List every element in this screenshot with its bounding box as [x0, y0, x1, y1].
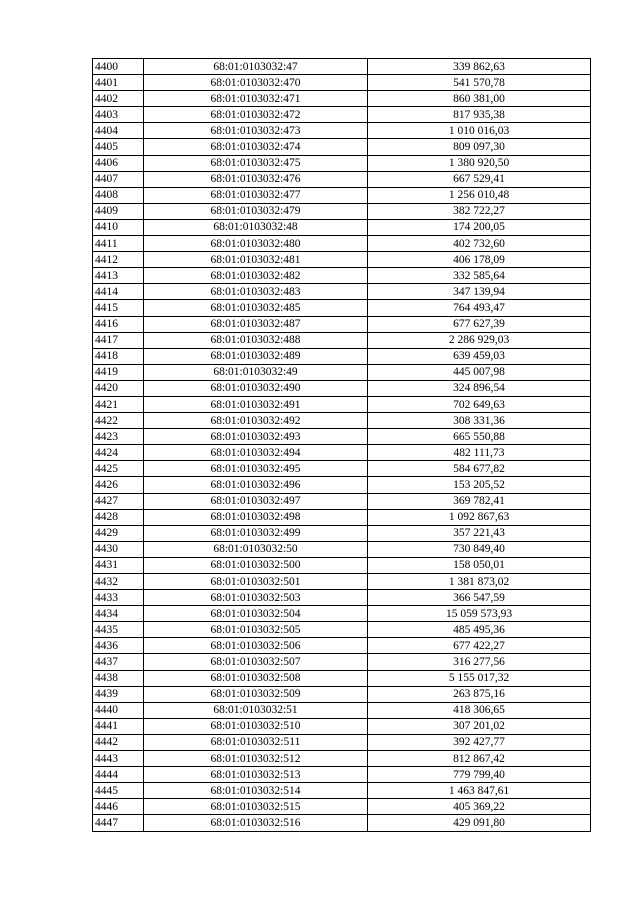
row-number-cell: 4427 [93, 493, 144, 509]
row-number-cell: 4438 [93, 670, 144, 686]
cadastral-value-cell: 809 097,30 [368, 139, 591, 155]
row-number-cell: 4400 [93, 59, 144, 75]
row-number-cell: 4415 [93, 300, 144, 316]
row-number-cell: 4414 [93, 284, 144, 300]
row-number-cell: 4429 [93, 525, 144, 541]
cadastral-value-cell: 392 427,77 [368, 734, 591, 750]
table-row [93, 541, 591, 557]
cadastral-value-cell: 485 495,36 [368, 622, 591, 638]
table-row [93, 155, 591, 171]
cadastral-number-cell: 68:01:0103032:480 [144, 236, 368, 252]
row-number-cell: 4443 [93, 751, 144, 767]
table-row [93, 91, 591, 107]
row-number-cell: 4424 [93, 445, 144, 461]
table-row [93, 574, 591, 590]
cadastral-number-cell: 68:01:0103032:497 [144, 493, 368, 509]
table-row [93, 59, 591, 75]
table-row [93, 348, 591, 364]
cadastral-value-cell: 1 010 016,03 [368, 123, 591, 139]
row-number-cell: 4426 [93, 477, 144, 493]
table-row [93, 187, 591, 203]
cadastral-number-cell: 68:01:0103032:475 [144, 155, 368, 171]
cadastral-number-cell: 68:01:0103032:506 [144, 638, 368, 654]
cadastral-value-cell: 332 585,64 [368, 268, 591, 284]
row-number-cell: 4435 [93, 622, 144, 638]
table-row [93, 622, 591, 638]
table-row [93, 718, 591, 734]
cadastral-value-cell: 418 306,65 [368, 702, 591, 718]
cadastral-value-cell: 153 205,52 [368, 477, 591, 493]
cadastral-value-cell: 316 277,56 [368, 654, 591, 670]
cadastral-value-cell: 324 896,54 [368, 380, 591, 396]
cadastral-number-cell: 68:01:0103032:472 [144, 107, 368, 123]
table-row [93, 606, 591, 622]
table-row [93, 734, 591, 750]
table-row [93, 654, 591, 670]
table-row [93, 75, 591, 91]
cadastral-value-cell: 482 111,73 [368, 445, 591, 461]
table-row [93, 413, 591, 429]
row-number-cell: 4446 [93, 799, 144, 815]
cadastral-value-cell: 347 139,94 [368, 284, 591, 300]
table-row [93, 396, 591, 412]
cadastral-number-cell: 68:01:0103032:47 [144, 59, 368, 75]
cadastral-number-cell: 68:01:0103032:508 [144, 670, 368, 686]
row-number-cell: 4428 [93, 509, 144, 525]
cadastral-number-cell: 68:01:0103032:48 [144, 219, 368, 235]
table-row [93, 461, 591, 477]
cadastral-value-cell: 366 547,59 [368, 590, 591, 606]
table-row [93, 252, 591, 268]
cadastral-value-cell: 174 200,05 [368, 219, 591, 235]
cadastral-number-cell: 68:01:0103032:499 [144, 525, 368, 541]
cadastral-number-cell: 68:01:0103032:473 [144, 123, 368, 139]
row-number-cell: 4405 [93, 139, 144, 155]
cadastral-value-cell: 817 935,38 [368, 107, 591, 123]
cadastral-number-cell: 68:01:0103032:479 [144, 203, 368, 219]
row-number-cell: 4411 [93, 236, 144, 252]
cadastral-number-cell: 68:01:0103032:504 [144, 606, 368, 622]
row-number-cell: 4423 [93, 429, 144, 445]
table-row [93, 236, 591, 252]
cadastral-number-cell: 68:01:0103032:491 [144, 396, 368, 412]
row-number-cell: 4442 [93, 734, 144, 750]
table-row [93, 525, 591, 541]
cadastral-value-table [92, 58, 591, 832]
row-number-cell: 4432 [93, 574, 144, 590]
table-row [93, 767, 591, 783]
cadastral-number-cell: 68:01:0103032:493 [144, 429, 368, 445]
table-body [93, 59, 591, 832]
table-row [93, 107, 591, 123]
table-row [93, 815, 591, 831]
cadastral-number-cell: 68:01:0103032:511 [144, 734, 368, 750]
row-number-cell: 4445 [93, 783, 144, 799]
cadastral-value-cell: 812 867,42 [368, 751, 591, 767]
cadastral-number-cell: 68:01:0103032:483 [144, 284, 368, 300]
row-number-cell: 4403 [93, 107, 144, 123]
cadastral-value-cell: 429 091,80 [368, 815, 591, 831]
row-number-cell: 4408 [93, 187, 144, 203]
cadastral-value-cell: 158 050,01 [368, 557, 591, 573]
cadastral-value-cell: 1 092 867,63 [368, 509, 591, 525]
table-row [93, 557, 591, 573]
row-number-cell: 4422 [93, 413, 144, 429]
cadastral-number-cell: 68:01:0103032:494 [144, 445, 368, 461]
row-number-cell: 4441 [93, 718, 144, 734]
row-number-cell: 4402 [93, 91, 144, 107]
cadastral-number-cell: 68:01:0103032:507 [144, 654, 368, 670]
table-row [93, 364, 591, 380]
cadastral-number-cell: 68:01:0103032:498 [144, 509, 368, 525]
cadastral-value-cell: 860 381,00 [368, 91, 591, 107]
cadastral-value-cell: 779 799,40 [368, 767, 591, 783]
row-number-cell: 4437 [93, 654, 144, 670]
row-number-cell: 4404 [93, 123, 144, 139]
cadastral-value-cell: 702 649,63 [368, 396, 591, 412]
cadastral-number-cell: 68:01:0103032:496 [144, 477, 368, 493]
row-number-cell: 4401 [93, 75, 144, 91]
cadastral-number-cell: 68:01:0103032:49 [144, 364, 368, 380]
table-row [93, 332, 591, 348]
cadastral-number-cell: 68:01:0103032:471 [144, 91, 368, 107]
table-row [93, 380, 591, 396]
cadastral-number-cell: 68:01:0103032:485 [144, 300, 368, 316]
cadastral-number-cell: 68:01:0103032:512 [144, 751, 368, 767]
cadastral-number-cell: 68:01:0103032:51 [144, 702, 368, 718]
table-row [93, 590, 591, 606]
cadastral-value-cell: 584 677,82 [368, 461, 591, 477]
cadastral-number-cell: 68:01:0103032:492 [144, 413, 368, 429]
cadastral-number-cell: 68:01:0103032:510 [144, 718, 368, 734]
table-row [93, 509, 591, 525]
row-number-cell: 4433 [93, 590, 144, 606]
row-number-cell: 4447 [93, 815, 144, 831]
cadastral-value-cell: 541 570,78 [368, 75, 591, 91]
cadastral-value-cell: 667 529,41 [368, 171, 591, 187]
cadastral-number-cell: 68:01:0103032:489 [144, 348, 368, 364]
table-row [93, 445, 591, 461]
table-row [93, 686, 591, 702]
table-row [93, 300, 591, 316]
cadastral-number-cell: 68:01:0103032:514 [144, 783, 368, 799]
cadastral-number-cell: 68:01:0103032:481 [144, 252, 368, 268]
cadastral-value-cell: 639 459,03 [368, 348, 591, 364]
cadastral-value-cell: 405 369,22 [368, 799, 591, 815]
cadastral-number-cell: 68:01:0103032:474 [144, 139, 368, 155]
table-row [93, 139, 591, 155]
cadastral-value-cell: 369 782,41 [368, 493, 591, 509]
table-row [93, 493, 591, 509]
cadastral-number-cell: 68:01:0103032:487 [144, 316, 368, 332]
row-number-cell: 4413 [93, 268, 144, 284]
cadastral-number-cell: 68:01:0103032:470 [144, 75, 368, 91]
cadastral-value-cell: 402 732,60 [368, 236, 591, 252]
cadastral-value-cell: 406 178,09 [368, 252, 591, 268]
table-row [93, 429, 591, 445]
table-row [93, 268, 591, 284]
table-row [93, 799, 591, 815]
cadastral-value-cell: 1 380 920,50 [368, 155, 591, 171]
row-number-cell: 4421 [93, 396, 144, 412]
row-number-cell: 4430 [93, 541, 144, 557]
cadastral-value-cell: 2 286 929,03 [368, 332, 591, 348]
cadastral-value-cell: 677 627,39 [368, 316, 591, 332]
cadastral-value-cell: 308 331,36 [368, 413, 591, 429]
row-number-cell: 4418 [93, 348, 144, 364]
table-row [93, 316, 591, 332]
cadastral-value-cell: 665 550,88 [368, 429, 591, 445]
row-number-cell: 4434 [93, 606, 144, 622]
table-row [93, 219, 591, 235]
cadastral-number-cell: 68:01:0103032:515 [144, 799, 368, 815]
table-row [93, 284, 591, 300]
cadastral-number-cell: 68:01:0103032:495 [144, 461, 368, 477]
cadastral-value-cell: 1 256 010,48 [368, 187, 591, 203]
row-number-cell: 4406 [93, 155, 144, 171]
row-number-cell: 4417 [93, 332, 144, 348]
cadastral-number-cell: 68:01:0103032:477 [144, 187, 368, 203]
table-row [93, 123, 591, 139]
cadastral-number-cell: 68:01:0103032:509 [144, 686, 368, 702]
row-number-cell: 4412 [93, 252, 144, 268]
row-number-cell: 4425 [93, 461, 144, 477]
row-number-cell: 4440 [93, 702, 144, 718]
table-row [93, 783, 591, 799]
cadastral-value-cell: 15 059 573,93 [368, 606, 591, 622]
cadastral-value-cell: 730 849,40 [368, 541, 591, 557]
cadastral-number-cell: 68:01:0103032:516 [144, 815, 368, 831]
table-row [93, 702, 591, 718]
row-number-cell: 4416 [93, 316, 144, 332]
cadastral-value-cell: 263 875,16 [368, 686, 591, 702]
cadastral-number-cell: 68:01:0103032:50 [144, 541, 368, 557]
row-number-cell: 4431 [93, 557, 144, 573]
cadastral-number-cell: 68:01:0103032:501 [144, 574, 368, 590]
row-number-cell: 4436 [93, 638, 144, 654]
table-row [93, 638, 591, 654]
cadastral-number-cell: 68:01:0103032:490 [144, 380, 368, 396]
row-number-cell: 4409 [93, 203, 144, 219]
table-row [93, 203, 591, 219]
cadastral-value-cell: 1 381 873,02 [368, 574, 591, 590]
cadastral-number-cell: 68:01:0103032:500 [144, 557, 368, 573]
row-number-cell: 4420 [93, 380, 144, 396]
cadastral-value-cell: 339 862,63 [368, 59, 591, 75]
cadastral-value-cell: 5 155 017,32 [368, 670, 591, 686]
cadastral-value-cell: 764 493,47 [368, 300, 591, 316]
cadastral-number-cell: 68:01:0103032:476 [144, 171, 368, 187]
cadastral-number-cell: 68:01:0103032:488 [144, 332, 368, 348]
cadastral-value-cell: 307 201,02 [368, 718, 591, 734]
table-row [93, 751, 591, 767]
row-number-cell: 4407 [93, 171, 144, 187]
cadastral-value-cell: 445 007,98 [368, 364, 591, 380]
cadastral-value-cell: 677 422,27 [368, 638, 591, 654]
cadastral-value-cell: 1 463 847,61 [368, 783, 591, 799]
row-number-cell: 4419 [93, 364, 144, 380]
cadastral-number-cell: 68:01:0103032:503 [144, 590, 368, 606]
table-row [93, 477, 591, 493]
cadastral-value-cell: 382 722,27 [368, 203, 591, 219]
cadastral-value-cell: 357 221,43 [368, 525, 591, 541]
cadastral-number-cell: 68:01:0103032:482 [144, 268, 368, 284]
table-row [93, 171, 591, 187]
cadastral-number-cell: 68:01:0103032:513 [144, 767, 368, 783]
row-number-cell: 4410 [93, 219, 144, 235]
row-number-cell: 4444 [93, 767, 144, 783]
table-row [93, 670, 591, 686]
cadastral-number-cell: 68:01:0103032:505 [144, 622, 368, 638]
row-number-cell: 4439 [93, 686, 144, 702]
